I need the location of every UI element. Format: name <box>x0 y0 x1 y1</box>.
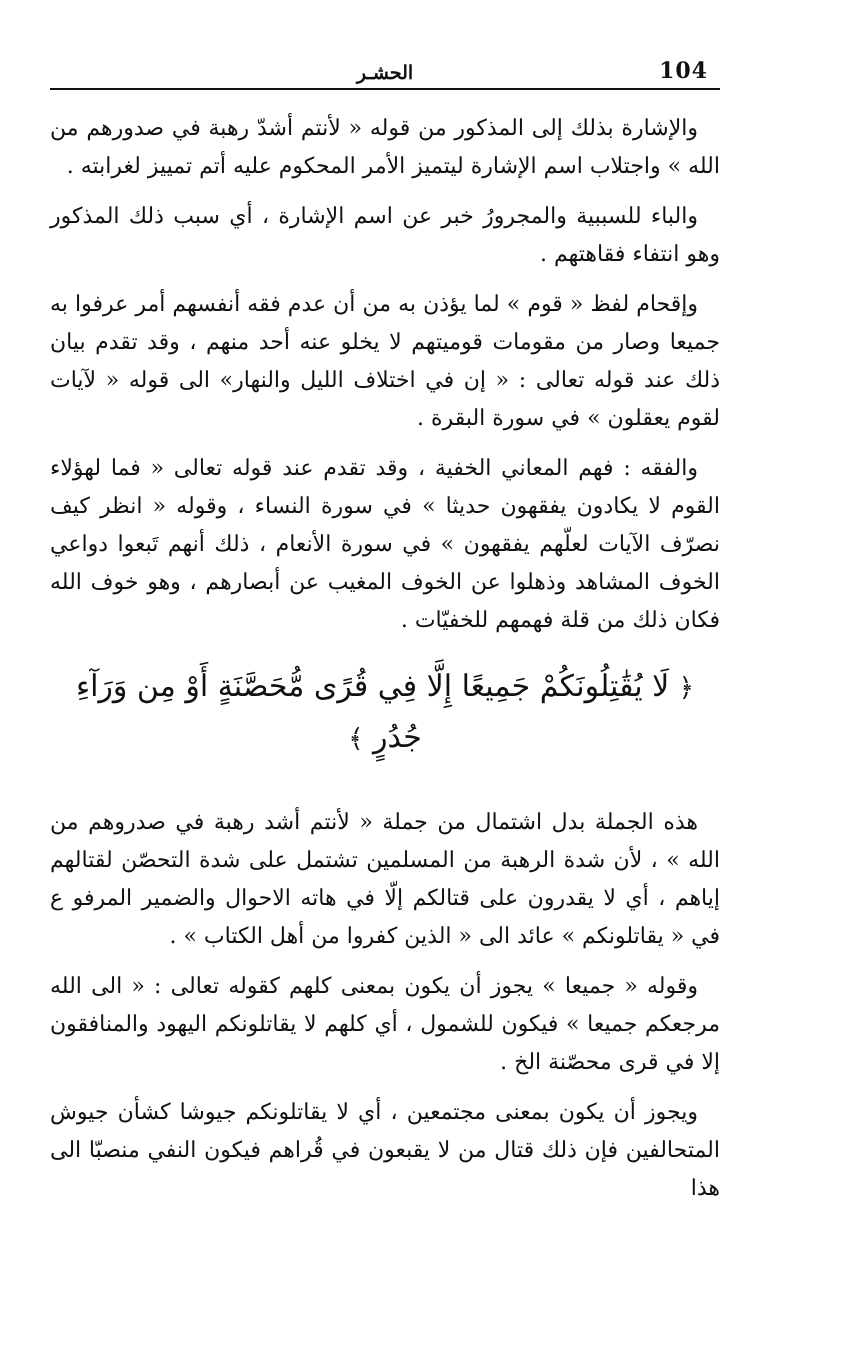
paragraph-mujtamiin: ويجوز أن يكون بمعنى مجتمعين ، أي لا يقاتلونكم جيوشا كشأن جيوش المتحالفين فإن ذلك قتال من لا يقبعون في قُراهم فيكون النفي منصبّا الى هذا <box>50 1100 720 1201</box>
paragraph-badal: هذه الجملة بدل اشتمال من جملة « لأنتم أشد رهبة في صدروهم من الله » ، لأن شدة الرهبة من المسلمين تشتمل على شدة التحصّن لقتالهم إياهم ، أي لا يقدرون على قتالكم إلّا في هاته الاحوال والضمير المرفو ع في « يقاتلونكم » عائد الى « الذين كفروا من أهل الكتاب » . <box>50 810 720 949</box>
quran-verse <box>50 662 720 764</box>
paragraph-causation: والباء للسببية والمجرورُ خبر عن اسم الإشارة ، أي سبب ذلك المذكور وهو انتفاء فقاهتهم . <box>50 204 720 267</box>
surah-title: الحشـر <box>356 62 414 84</box>
verse-text: لَا يُقَٰتِلُونَكُمْ جَمِيعًا إِلَّا فِي قُرًى مُّحَصَّنَةٍ أَوْ مِن وَرَآءِ جُدُرٍ <box>75 669 670 755</box>
paragraph-qawm: وإقحام لفظ « قوم » لما يؤذن به من أن عدم فقه أنفسهم أمر عرفوا به جميعا وصار من مقومات قوميتهم لا يخلو عنه أحد منهم ، وقد تقدم بيان ذلك عند قوله تعالى : « إن في اختلاف الليل والنهار» الى قوله « لآيات لقوم يعقلون » في سورة البقرة . <box>50 292 720 431</box>
paragraph-reference: والإشارة بذلك إلى المذكور من قوله « لأنتم أشدّ رهبة في صدورهم من الله » واجتلاب اسم الإشارة ليتميز الأمر المحكوم عليه أتم تمييز لغرابته . <box>50 116 720 179</box>
paragraph-fiqh: والفقه : فهم المعاني الخفية ، وقد تقدم عند قوله تعالى « فما لهؤلاء القوم لا يكادون يفقهون حديثا » في سورة النساء ، وقوله « انظر كيف نصرّف الآيات لعلّهم يفقهون » في سورة الأنعام ، ذلك أنهم تَبعوا دواعي الخوف المشاهد وذهلوا عن الخوف المغيب عن أبصارهم ، وهو خوف الله فكان ذلك من قلة فهمهم للخفيّات . <box>50 456 720 633</box>
verse-open-bracket: ﴿ <box>678 673 695 703</box>
verse-close-bracket: ﴾ <box>348 724 364 754</box>
running-head <box>50 44 720 90</box>
page-number: 104 <box>659 58 708 84</box>
page-body <box>50 110 720 1208</box>
book-page <box>50 44 720 1244</box>
paragraph-jamian: وقوله « جميعا » يجوز أن يكون بمعنى كلهم كقوله تعالى : « الى الله مرجعكم جميعا » فيكون للشمول ، أي كلهم لا يقاتلونكم اليهود والمنافقون إلا في قرى محصّنة الخ . <box>50 974 720 1075</box>
